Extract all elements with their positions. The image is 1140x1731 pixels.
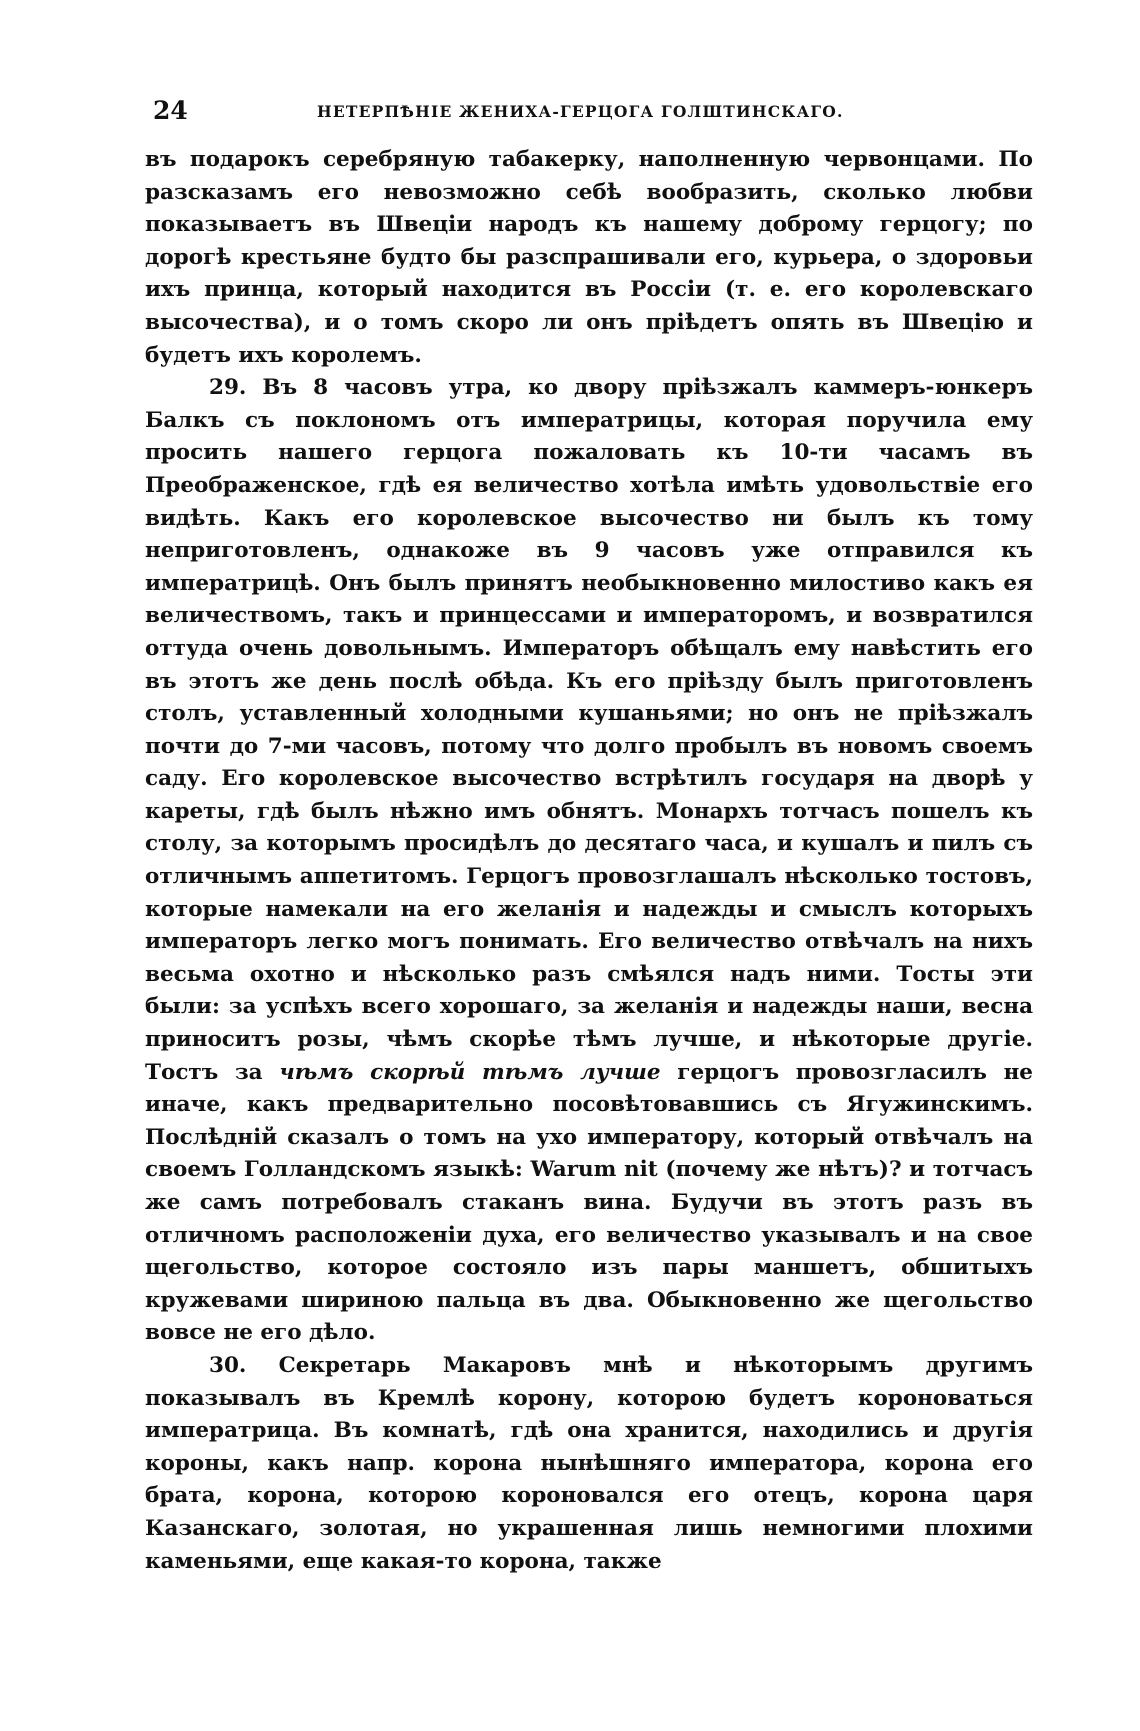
- paragraph-text: 29. Въ 8 часовъ утра, ко двору пріѣзжалъ каммеръ-юнкеръ Балкъ съ поклономъ отъ императрицы, которая поручила ему просить нашего герцога пожаловать къ 10-ти часамъ въ Преображенское, гдѣ ея величество хотѣла имѣть удовольствіе его видѣть. Какъ его королевское высочество ни былъ къ тому неприготовленъ, однакоже въ 9 часовъ уже отправился къ императрицѣ. Онъ былъ принятъ необыкновенно милостиво какъ ея величествомъ, такъ и принцессами и императоромъ, и возвратился оттуда очень довольнымъ. Императоръ обѣщалъ ему навѣстить его въ этотъ же день послѣ обѣда. Къ его пріѣзду былъ приготовленъ столъ, уставленный холодными кушаньями; но онъ не пріѣзжалъ почти до 7-ми часовъ, потому что долго пробылъ въ новомъ своемъ саду. Его королевское высочество встрѣтилъ государя на дворѣ у кареты, гдѣ былъ нѣжно имъ обнятъ. Монархъ тотчасъ пошелъ къ столу, за которымъ просидѣлъ до десятаго часа, и кушалъ и пилъ съ отличнымъ аппетитомъ. Герцогъ провозглашалъ нѣсколько тостовъ, которые намекали на его желанія и надежды и смыслъ которыхъ императоръ легко могъ понимать. Его величество отвѣчалъ на нихъ весьма охотно и нѣсколько разъ смѣялся надъ ними. Тосты эти были: за успѣхъ всего хорошаго, за желанія и надежды наши, весна приноситъ розы, чѣмъ скорѣе тѣмъ лучше, и нѣкоторые другіе. Тостъ за: [145, 375, 1033, 1085]
- page-number: 24: [153, 96, 188, 125]
- paragraph-continuation: въ подарокъ серебряную табакерку, наполненную червонцами. По разсказамъ его невозможно себѣ вообразить, сколько любви показываетъ въ Швеціи народъ къ нашему доброму герцогу; по дорогѣ крестьяне будто бы разспрашивали его, курьера, о здоровьи ихъ принца, который находится въ Россіи (т. е. его королевскаго высочества), и о томъ скоро ли онъ пріѣдетъ опять въ Швецію и будетъ ихъ королемъ.: [145, 147, 1033, 368]
- book-page: [145, 96, 1033, 1578]
- running-title: НЕТЕРПѢНІЕ ЖЕНИХА-ГЕРЦОГА ГОЛШТИНСКАГО.: [317, 102, 844, 121]
- paragraph-text: герцогъ провозгласилъ не иначе, какъ предварительно посовѣтовавшись съ Ягужинскимъ. Послѣдній сказалъ о томъ на ухо императору, который отвѣчалъ на своемъ Голландскомъ языкѣ: Warum nit (почему же нѣтъ)? и тотчасъ же самъ потребовалъ стаканъ вина. Будучи въ этотъ разъ въ отличномъ расположеніи духа, его величество указывалъ и на свое щегольство, которое состояло изъ пары маншетъ, обшитыхъ кружевами шириною пальца въ два. Обыкновенно же щегольство вовсе не его дѣло.: [145, 1059, 1033, 1346]
- italic-toast-phrase: чѣмъ скорѣй тѣмъ лучше: [279, 1059, 661, 1085]
- running-head: [145, 96, 1033, 132]
- paragraph-entry-29: [145, 372, 1033, 1350]
- paragraph-entry-30: 30. Секретарь Макаровъ мнѣ и нѣкоторымъ другимъ показывалъ въ Кремлѣ корону, которою будетъ короноваться императрица. Въ комнатѣ, гдѣ она хранится, находились и другія короны, какъ напр. корона нынѣшняго императора, корона его брата, корона, которою короновался его отецъ, корона царя Казанскаго, золотая, но украшенная лишь немногими плохими каменьями, еще какая-то корона, также: [145, 1352, 1033, 1574]
